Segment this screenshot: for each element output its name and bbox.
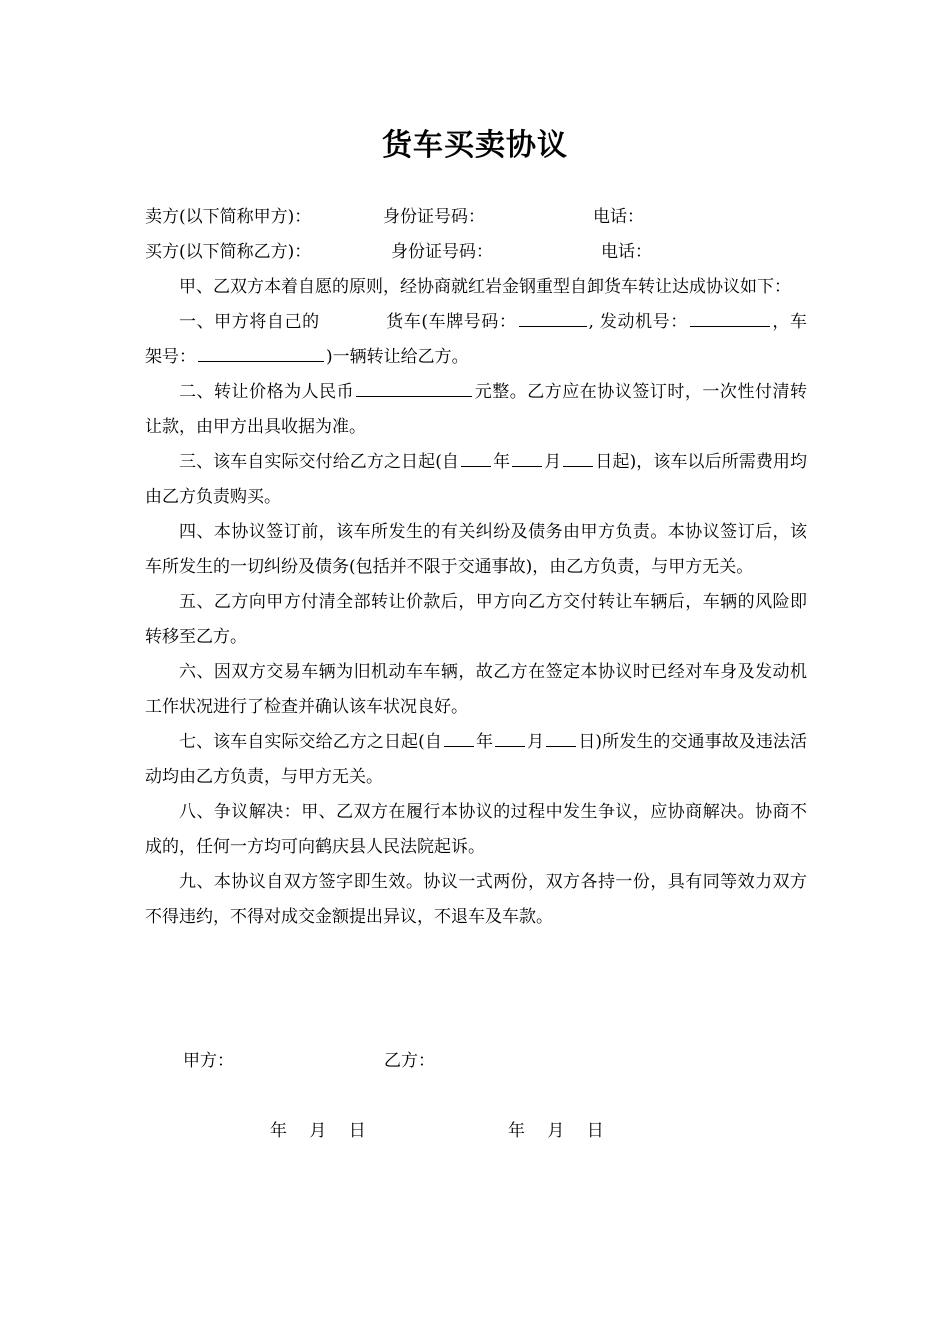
clause-7-day-blank[interactable]: [546, 726, 576, 747]
clause-3-month-blank[interactable]: [512, 446, 542, 467]
clause-7-c: 月: [527, 732, 545, 752]
clause-7-a: 七、该车自实际交给乙方之日起(自: [179, 732, 442, 752]
clause-3-b: 年: [493, 452, 511, 472]
frame-number-blank[interactable]: [198, 341, 324, 362]
clause-7-year-blank[interactable]: [444, 726, 474, 747]
clause-1: [145, 305, 807, 375]
clause-2: [145, 375, 807, 445]
intro-paragraph: 甲、乙双方本着自愿的原则，经协商就红岩金钢重型自卸货车转让达成协议如下：: [179, 277, 791, 297]
clause-1-e: )一辆转让给乙方。: [326, 347, 469, 367]
seller-phone-label: 电话：: [593, 207, 644, 227]
party-b-date: 年 月 日: [508, 1121, 604, 1141]
clause-7-month-blank[interactable]: [495, 726, 525, 747]
clause-3: [145, 445, 807, 515]
plate-number-blank[interactable]: [519, 306, 587, 327]
buyer-phone-label: 电话：: [601, 242, 652, 262]
buyer-line: [145, 235, 807, 270]
buyer-id-label: 身份证号码：: [391, 242, 493, 262]
clause-7-d: 日)所发生的交通事故及违法活动均由乙方负责，与甲方无关。: [145, 732, 808, 787]
clause-7-b: 年: [475, 732, 494, 752]
clause-1-b: 货车(车牌号码：: [385, 312, 517, 332]
buyer-label: 买方(以下简称乙方)：: [145, 242, 312, 262]
seller-line: [145, 200, 807, 235]
document-title: 货车买卖协议: [382, 128, 568, 163]
document-body: [145, 200, 807, 935]
clause-1-d: ，车架号：: [145, 312, 808, 367]
clause-3-c: 月: [544, 452, 562, 472]
clause-7: [145, 725, 807, 795]
clause-2-b: 元整。乙方应在协议签订时，一次性付清转让款，由甲方出具收据为准。: [145, 382, 807, 437]
party-a-signature-label: 甲方：: [183, 1051, 234, 1071]
clause-4: 四、本协议签订前，该车所发生的有关纠纷及债务由甲方负责。本协议签订后，该车所发生的一切纠纷及债务(包括并不限于交通事故)，由乙方负责，与甲方无关。: [145, 522, 807, 577]
clause-3-a: 三、该车自实际交付给乙方之日起(自: [179, 452, 459, 472]
clause-1-a: 一、甲方将自己的: [179, 312, 320, 332]
seller-id-label: 身份证号码：: [383, 207, 485, 227]
clause-3-year-blank[interactable]: [461, 446, 491, 467]
clause-1-c: , 发动机号：: [588, 312, 688, 332]
clause-2-a: 二、转让价格为人民币: [179, 382, 355, 402]
clause-6: 六、因双方交易车辆为旧机动车车辆，故乙方在签定本协议时已经对车身及发动机工作状况进行了检查并确认该车状况良好。: [145, 662, 807, 717]
clause-3-d: 日起)，该车以后所需费用均由乙方负责购买。: [145, 452, 808, 507]
party-a-date: 年 月 日: [270, 1121, 366, 1141]
engine-number-blank[interactable]: [690, 306, 770, 327]
party-b-signature-label: 乙方：: [384, 1051, 435, 1071]
seller-label: 卖方(以下简称甲方)：: [145, 207, 312, 227]
clause-3-day-blank[interactable]: [563, 446, 593, 467]
price-blank[interactable]: [356, 376, 472, 397]
clause-5: 五、乙方向甲方付清全部转让价款后，甲方向乙方交付转让车辆后，车辆的风险即转移至乙方。: [145, 592, 807, 647]
clause-9: 九、本协议自双方签字即生效。协议一式两份，双方各持一份，具有同等效力双方不得违约，不得对成交金额提出异议，不退车及车款。: [145, 872, 807, 927]
clause-8: 八、争议解决：甲、乙双方在履行本协议的过程中发生争议，应协商解决。协商不成的，任何一方均可向鹤庆县人民法院起诉。: [145, 802, 807, 857]
